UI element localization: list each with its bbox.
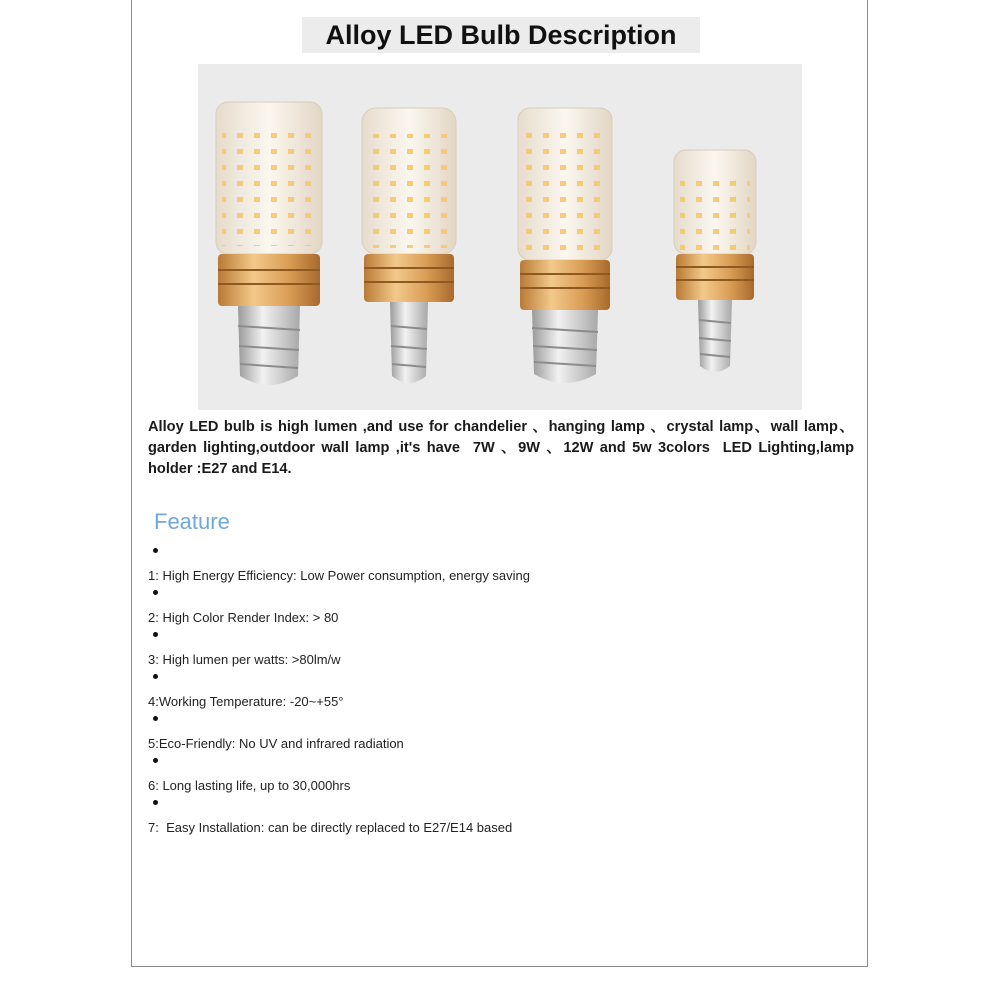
feature-list: [148, 544, 848, 838]
bullet-icon: [153, 590, 158, 595]
bulb-e27-second: [518, 108, 612, 383]
feature-heading: Feature: [154, 509, 230, 534]
feature-item: [148, 712, 848, 754]
feature-text: 1: High Energy Efficiency: Low Power consumption, energy saving: [148, 568, 531, 583]
led-bulbs-illustration: [198, 64, 802, 410]
feature-item: [148, 586, 848, 628]
bullet-icon: [153, 716, 158, 721]
feature-text: 5:Eco-Friendly: No UV and infrared radiation: [148, 736, 404, 751]
bulb-e27-large: [216, 102, 322, 385]
feature-text: 4:Working Temperature: -20~+55°: [148, 694, 344, 709]
feature-item: [148, 670, 848, 712]
product-photo: [198, 64, 802, 410]
feature-item: [148, 796, 848, 838]
bullet-icon: [153, 800, 158, 805]
feature-item: [148, 628, 848, 670]
bulb-e14-tall: [362, 108, 456, 383]
feature-text: 3: High lumen per watts: >80lm/w: [148, 652, 341, 667]
feature-text: 2: High Color Render Index: > 80: [148, 610, 339, 625]
feature-text: 7: Easy Installation: can be directly replaced to E27/E14 based: [148, 820, 513, 835]
bullet-icon: [153, 548, 158, 553]
feature-item: [148, 754, 848, 796]
product-description: Alloy LED bulb is high lumen ,and use for chandelier 、hanging lamp 、crystal lamp、wall lamp、garden lighting,outdoor wall lamp ,it's have 7W 、9W 、12W and 5w 3colors LED Lighting,lamp holder :E27 and E14.: [148, 419, 854, 477]
bullet-icon: [153, 632, 158, 637]
feature-item: [148, 544, 848, 586]
bulb-e14-small: [674, 150, 756, 372]
bullet-icon: [153, 674, 158, 679]
feature-text: 6: Long lasting life, up to 30,000hrs: [148, 778, 351, 793]
bullet-icon: [153, 758, 158, 763]
page-title: Alloy LED Bulb Description: [302, 17, 700, 53]
